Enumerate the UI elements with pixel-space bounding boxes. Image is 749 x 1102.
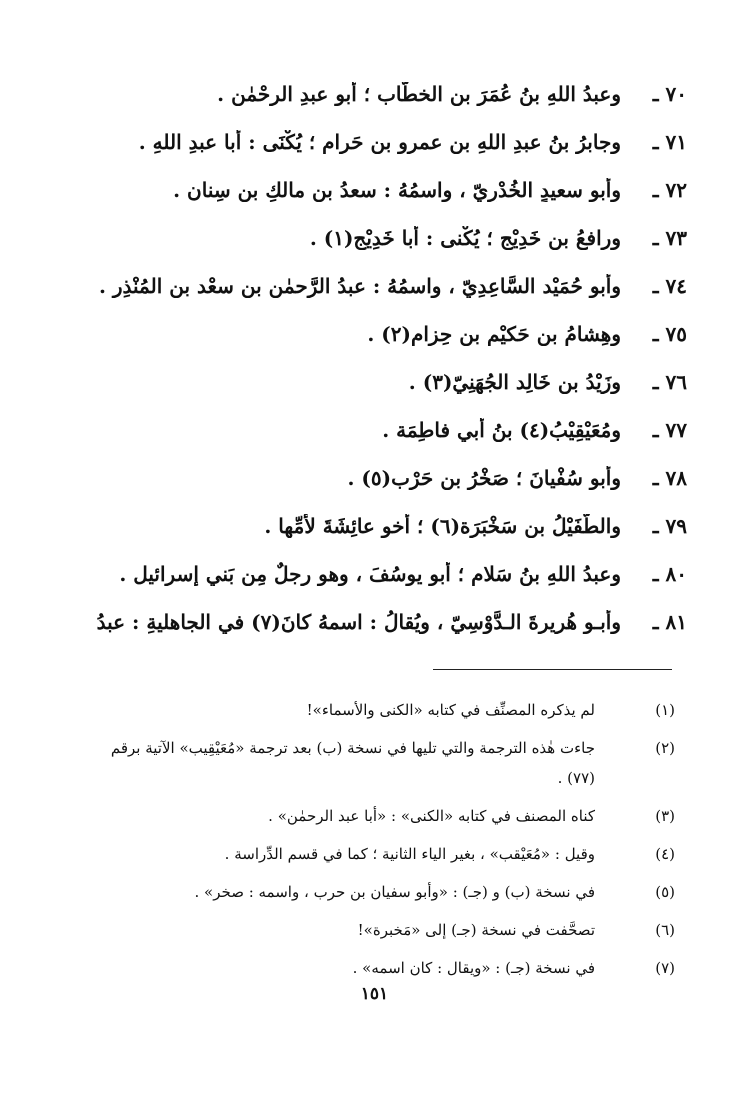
- footnote-number: (٤): [655, 845, 675, 863]
- footnote-text: كناه المصنف في كتابه «الكنى» : «أبا عبد الرحمٰن» .: [268, 807, 595, 825]
- entry-number: ٧٠ ـ: [652, 82, 687, 106]
- entry-number: ٧٢ ـ: [652, 178, 687, 202]
- list-item: [95, 274, 687, 322]
- page-number: ١٥١: [360, 984, 389, 1004]
- footnote-text: وقيل : «مُعَيْقب» ، بغير الياء الثانية ؛ كما في قسم الدِّراسة .: [224, 845, 595, 863]
- footnote-text: في نسخة (ب) و (جـ) : «وأبو سفيان بن حرب ، واسمه : صخر» .: [194, 883, 595, 901]
- entry-number: ٨١ ـ: [652, 610, 687, 634]
- footnote-text: تصحَّفت في نسخة (جـ) إلى «مَخبرة»!: [357, 921, 595, 939]
- list-item: [95, 178, 687, 226]
- list-item: [95, 130, 687, 178]
- list-item: [95, 82, 687, 130]
- footnote-item: [85, 877, 675, 907]
- footnote-number: (٢): [655, 739, 675, 757]
- footnote-item: [85, 801, 675, 831]
- narrator-list: [95, 82, 687, 658]
- footnote-divider: [433, 669, 672, 670]
- entry-text: وعبدُ اللهِ بنُ عُمَرَ بن الخطّاب ؛ أبو عبدِ الرحْمٰن .: [217, 82, 621, 106]
- footnote-text: في نسخة (جـ) : «ويقال : كان اسمه» .: [352, 959, 595, 977]
- entry-number: ٨٠ ـ: [652, 562, 687, 586]
- entry-number: ٧٩ ـ: [652, 514, 687, 538]
- footnotes: [85, 695, 675, 991]
- list-item: [95, 370, 687, 418]
- entry-number: ٧٧ ـ: [652, 418, 687, 442]
- list-item: [95, 514, 687, 562]
- entry-text: وأبو سعيدٍ الخُدْرِيّ ، واسمُهُ : سعدُ بن مالكِ بن سِنان .: [173, 178, 621, 202]
- entry-number: ٧٤ ـ: [652, 274, 687, 298]
- footnote-number: (٦): [655, 921, 675, 939]
- entry-text: وزَيْدُ بن خَالِد الجُهَنِيّ(٣) .: [408, 370, 621, 394]
- entry-text: ورافعُ بن خَدِيْج ؛ يُكْنى : أبا خَدِيْج(١) .: [309, 226, 621, 250]
- footnote-number: (٥): [655, 883, 675, 901]
- footnote-item: [85, 839, 675, 869]
- entry-number: ٧١ ـ: [652, 130, 687, 154]
- footnote-number: (١): [655, 701, 675, 719]
- list-item: [95, 610, 687, 658]
- entry-number: ٧٦ ـ: [652, 370, 687, 394]
- entry-text: وعبدُ اللهِ بنُ سَلام ؛ أبو يوسُفَ ، وهو رجلٌ مِن بَني إسرائيل .: [119, 562, 621, 586]
- footnote-number: (٣): [655, 807, 675, 825]
- entry-text: وهِشامُ بن حَكيْم بن حِزام(٢) .: [367, 322, 621, 346]
- list-item: [95, 466, 687, 514]
- footnote-number: (٧): [655, 959, 675, 977]
- entry-text: والطُّفَيْلُ بن سَخْبَرَة(٦) ؛ أخو عائِشَةَ لأُمِّها .: [264, 514, 621, 538]
- entry-number: ٧٨ ـ: [652, 466, 687, 490]
- footnote-item: [85, 915, 675, 945]
- entry-number: ٧٥ ـ: [652, 322, 687, 346]
- entry-text: ومُعَيْقِيْبُ(٤) بنُ أبي فاطِمَة .: [382, 418, 621, 442]
- list-item: [95, 322, 687, 370]
- entry-text: وجابرُ بنُ عبدِ اللهِ بنِ عمرو بن حَرام ؛ يُكْنَى : أبا عبدِ اللهِ .: [138, 130, 621, 154]
- entry-text: وأبو حُمَيْد السَّاعِدِيّ ، واسمُهُ : عبدُ الرَّحمٰنِ بن سعْد بن المُنْذِر .: [98, 274, 621, 298]
- list-item: [95, 226, 687, 274]
- entry-number: ٧٣ ـ: [652, 226, 687, 250]
- footnote-item: [85, 733, 675, 793]
- entry-text: وأبـو هُريرةَ الـدَّوْسِيّ ، ويُقالُ : اسمهُ كانَ(٧) في الجاهليةِ : عبدُ: [96, 610, 621, 634]
- footnote-text: جاءت هٰذه الترجمة والتي تليها في نسخة (ب) بعد ترجمة «مُعَيْقِيب» الآتية برقم (٧٧) .: [110, 739, 595, 787]
- footnote-text: لم يذكره المصنِّف في كتابه «الكنى والأسماء»!: [306, 701, 595, 719]
- footnote-item: [85, 953, 675, 983]
- footnote-item: [85, 695, 675, 725]
- list-item: [95, 418, 687, 466]
- entry-text: وأبو سُفْيانَ ؛ صَخْرُ بن حَرْب(٥) .: [347, 466, 621, 490]
- list-item: [95, 562, 687, 610]
